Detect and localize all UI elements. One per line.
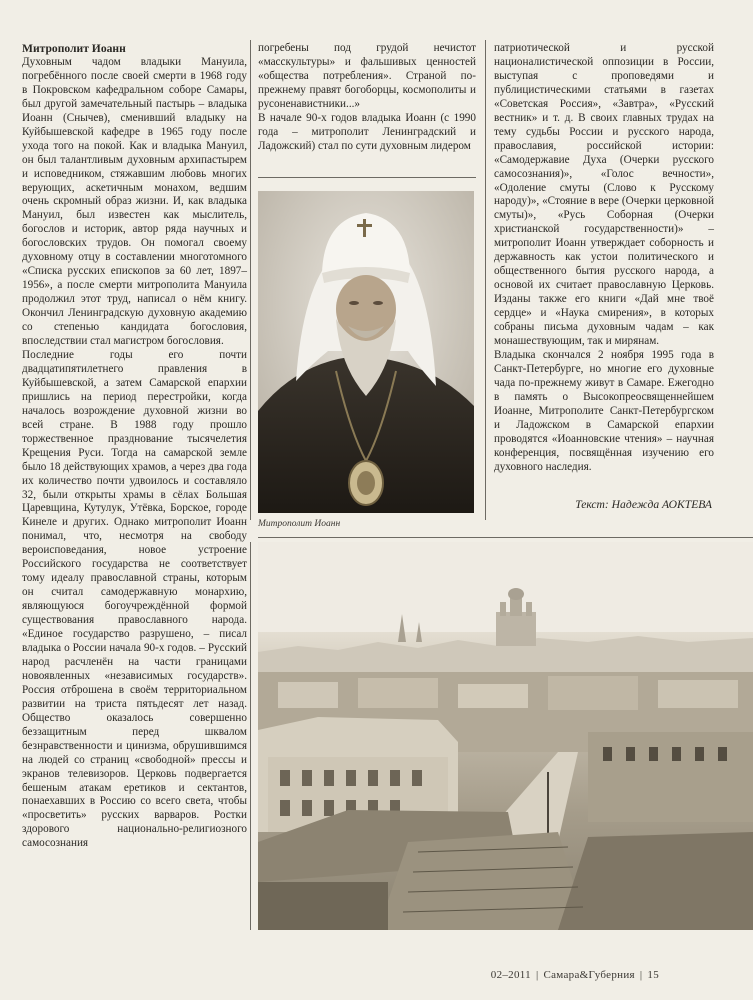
portrait-photo (258, 191, 474, 513)
city-photo (258, 542, 753, 930)
article-column-1 (22, 42, 247, 851)
magazine-title: Самара&Губерния (543, 969, 635, 981)
column-divider (485, 40, 486, 520)
article-paragraph: В начале 90-х годов владыка Иоанн (с 1990 года – митрополит Ленинградский и Ладожский) стал по сути духовным лидером (258, 111, 476, 152)
metropolitan-portrait-image (258, 191, 474, 513)
column-divider (250, 542, 251, 930)
article-paragraph: патриотической и русской националистической оппозиции в России, выступая с проповедями и публицистическими статьями в газетах «Советская Россия», «Завтра», «Русский вестник» и т. д. В своих главных трудах на тему судьбы России и русского народа, православия, российской истории: «Самодержавие Духа (Очерки русского самосознания)», «Голос вечности», «Одоление смуты (Слово к Русскому народу)», «Стояние в вере (Очерки церковной смуты)», «Русь Соборная (Очерки христианской государственности)» – митрополит Иоанн утверждает соборность и державность как устои политического и общественного бытия русского народа, а основой их считает православную Церковь. Изданы также его книги «Дай мне твоё сердце» и «Наука смирения», в которых собраны письма духовным чадам – как монашествующим, так и мирянам. (494, 42, 714, 348)
article-paragraph: погребены под грудой нечистот «масскультуры» и фальшивых ценностей «общества потребления». Страной по-прежнему правят богоборцы, космополиты и русоненавистники...» (258, 42, 476, 110)
article-column-2 (258, 42, 476, 154)
article-paragraph: Последние годы его почти двадцатипятилетнего правления в Куйбышевской, а затем Самарской епархии пришлись на период перестройки, когда началось возрождение духовной жизни во всей стране. В 1988 году прошло торжественное празднование тысячелетия Крещения Руси. Тогда на самарской земле было 18 действующих храмов, а через два года их количество почти удвоилось и составляло 32, были открыты храмы в сёлах Большая Царевщина, Кутулук, Утёвка, Борское, городе Кинеле и других. Однако митрополит Иоанн понимал, что, несмотря на свободу вероисповедания, новое устроение Российского государства не соответствует тому идеалу православной страны, которым он считал самодержавную монархию, являющуюся богоучреждённой формой существования православного народа. «Единое государство разрушено, – писал владыка о России начала 90-х годов. – Русский народ расчленён на части границами новоявленных «независимых государств». Россия отброшена в своём территориальном развитии на триста пятьдесят лет назад. Общество оказалось совершенно беззащитным перед шквалом безнравственности и цинизма, обрушившимся на людей со страниц «свободной» прессы и экранов телевизоров. Церковь подвергается бешеным атакам еретиков и сектантов, понаехавших в Россию со всего света, чтобы «просветить» русских варваров. Ростки здорового национально-религиозного самосознания (22, 348, 247, 850)
column-divider (250, 40, 251, 520)
historic-city-panorama-image (258, 542, 753, 930)
page-number: 15 (647, 969, 659, 981)
article-paragraph: Владыка скончался 2 ноября 1995 года в Санкт-Петербурге, но многие его духовные чада по-прежнему живут в Самаре. Ежегодно в память о Высокопреосвященнейшем Иоанне, Митрополите Санкт-Петербургском и Ладожском в Самарской епархии проводятся «Иоанновские чтения» – научная конференция, посвящённая изучению его духовного наследия. (494, 348, 714, 473)
portrait-caption: Митрополит Иоанн (258, 519, 341, 529)
article-heading: Митрополит Иоанн (22, 42, 126, 55)
author-credit: Текст: Надежда АОКТЕВА (575, 498, 712, 511)
issue-number: 02–2011 (490, 969, 531, 981)
article-paragraph: Духовным чадом владыки Мануила, погребённого после своей смерти в 1968 году в Покровском кафедральном соборе Самары, был другой замечательный пастырь – владыка Иоанн (Снычев), сменивший владыку на Куйбышевской кафедре в 1965 году после ухода того на покой. Как и владыка Мануил, он был талантливым духовным архипастырем и исповедником, стяжавшим любовь многих верующих, аскетичным монахом, ведшим очень скромный образ жизни. И, как владыка Мануил, был известен как мыслитель, богослов и историк, автор ряда научных и богословских трудов. Он помогал своему духовному отцу в составлении многотомного «Списка русских епископов за 60 лет, 1897–1956», а после смерти митрополита Мануила продолжил этот труд, написал о нём книгу. Окончил Ленинградскую духовную академию со степенью кандидата богословия, впоследствии стал магистром богословия. (22, 55, 247, 348)
horizontal-rule (258, 537, 753, 538)
page-footer: 02–2011 | Самара&Губерния | 15 (490, 969, 659, 981)
horizontal-rule (258, 177, 476, 178)
article-column-3 (494, 42, 714, 475)
